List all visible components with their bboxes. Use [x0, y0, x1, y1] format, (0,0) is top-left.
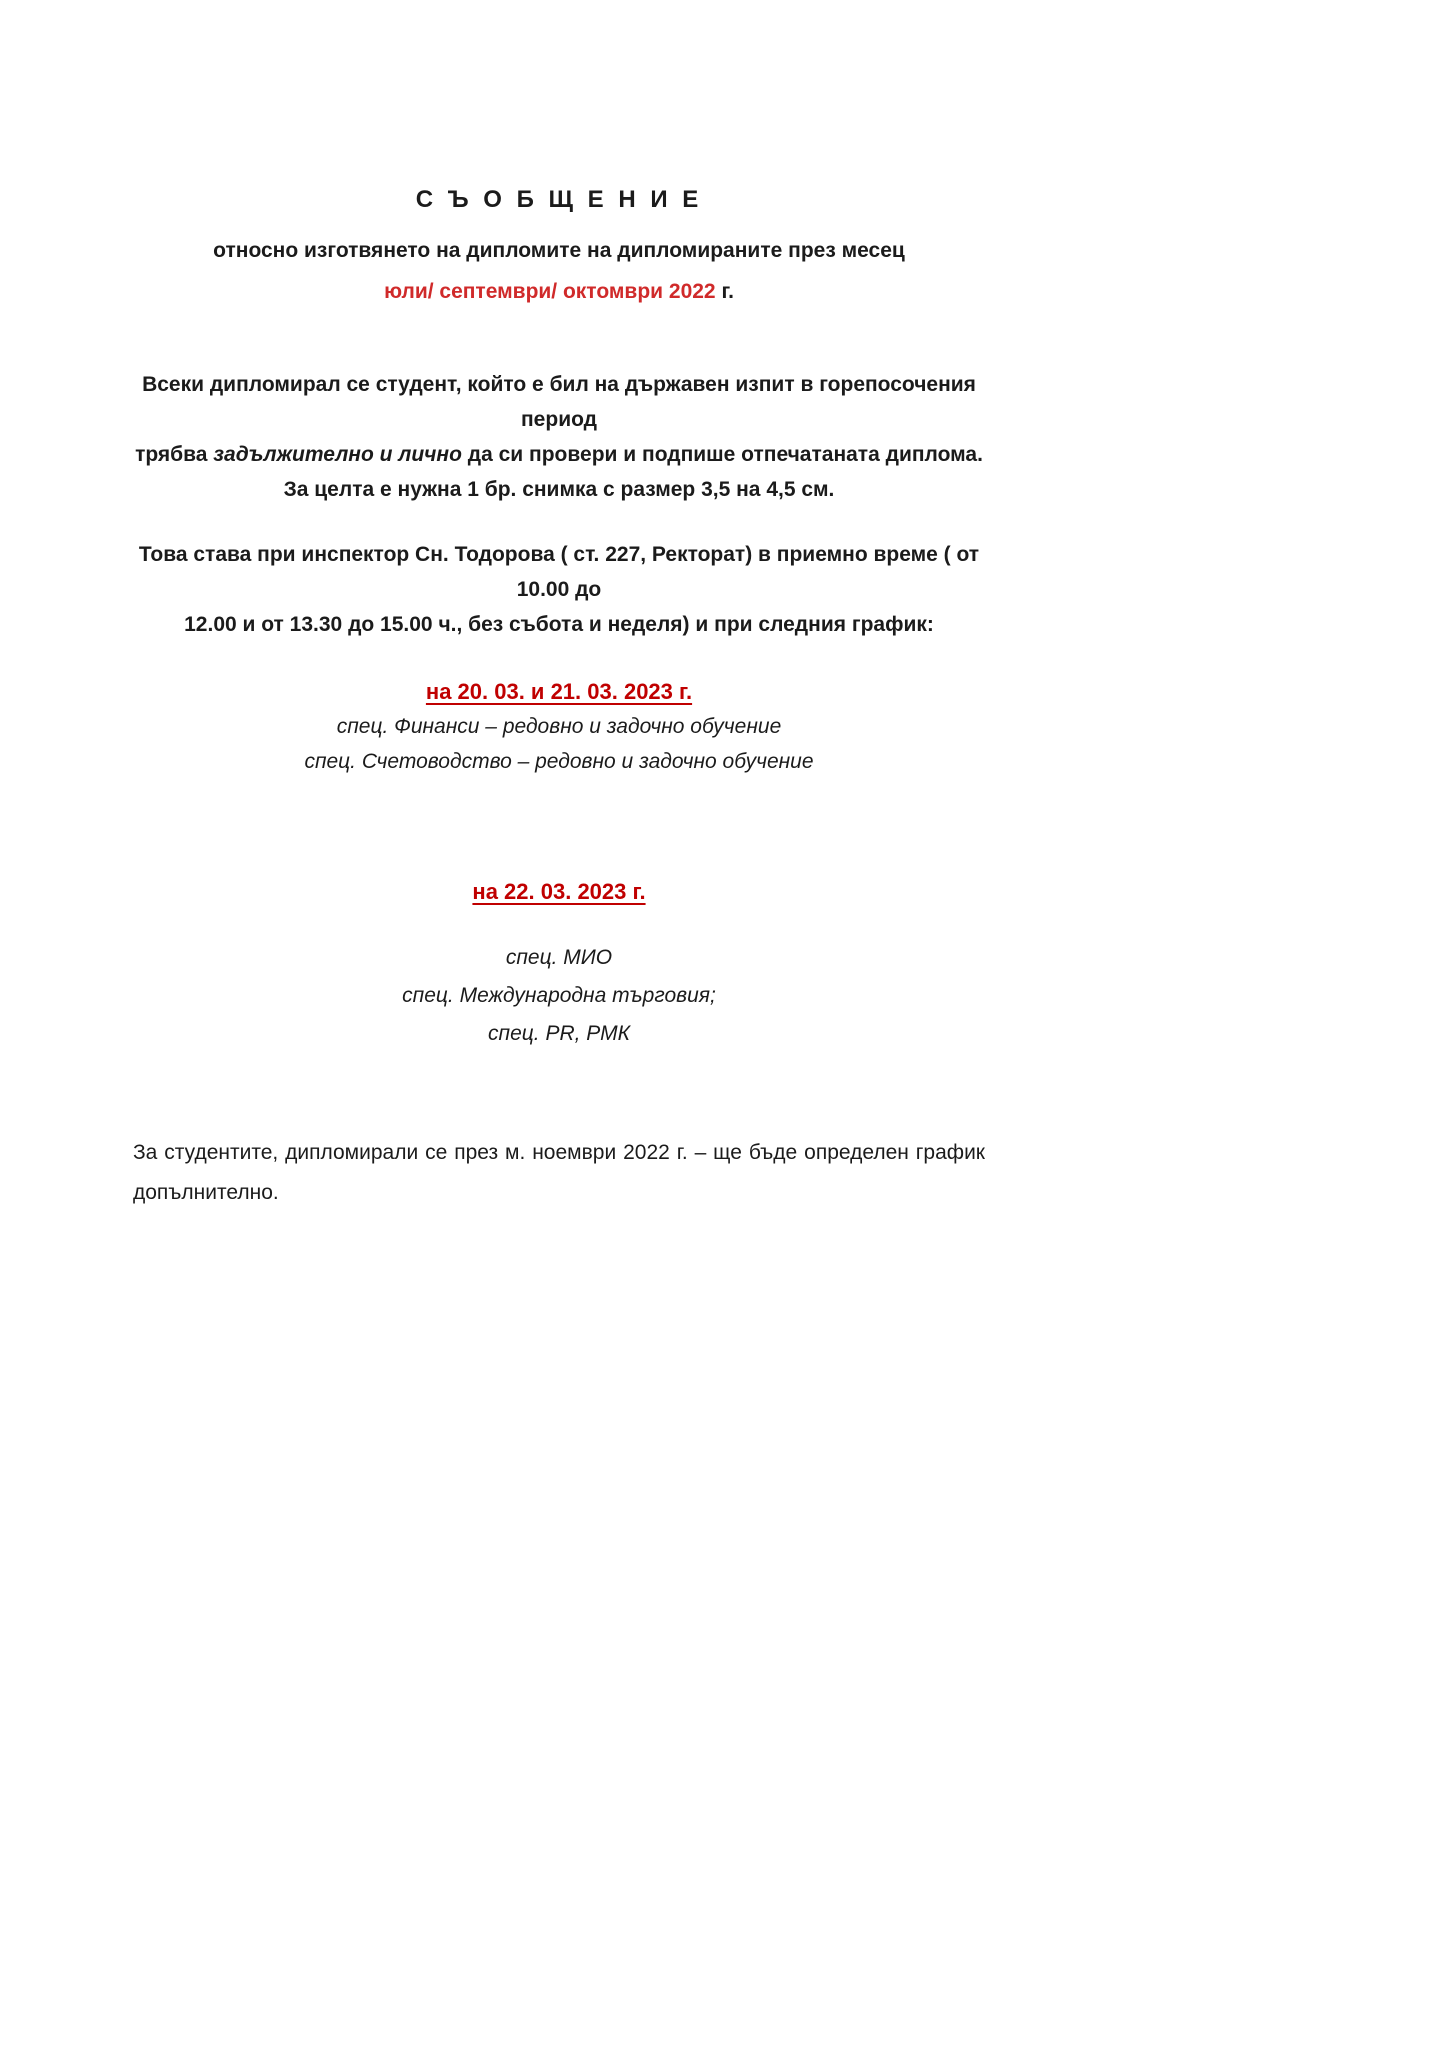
- closing-paragraph: За студентите, дипломирали се през м. ноември 2022 г. – ще бъде определен график допълнително.: [133, 1141, 985, 1204]
- document-content: [133, 185, 985, 1213]
- schedule2-date-underlined-text: на 22. 03. 2023 г.: [472, 879, 646, 904]
- paragraph-instructions-line2: [133, 437, 985, 472]
- subtitle-month-red-text: юли/ септември/ октомври 2022: [384, 280, 716, 303]
- subtitle-month-line: [133, 277, 985, 307]
- subtitle-line: относно изготвянето на дипломите на дипломираните през месец: [213, 239, 905, 262]
- document-title: С Ъ О Б Щ Е Н И Е: [415, 186, 703, 213]
- schedule1-items: [133, 709, 985, 779]
- paragraph-instructions-line3: За целта е нужна 1 бр. снимка с размер 3,5 на 4,5 см.: [283, 478, 835, 501]
- line2-prefix: трябва: [135, 443, 214, 466]
- paragraph-inspector: [133, 537, 985, 642]
- paragraph-inspector-line2: 12.00 и от 13.30 до 15.00 ч., без събота и неделя) и при следния график:: [184, 613, 934, 636]
- schedule2-items: [133, 939, 985, 1053]
- paragraph-instructions: [133, 367, 985, 507]
- schedule2-item-international-trade: спец. Международна търговия;: [402, 984, 716, 1007]
- schedule1-item-finance: спец. Финанси – редовно и задочно обучение: [336, 715, 782, 738]
- schedule2-item-pr-rmk: спец. PR, РМК: [488, 1022, 630, 1045]
- schedule1-date-underlined-text: на 20. 03. и 21. 03. 2023 г.: [425, 679, 693, 704]
- paragraph-inspector-line1: Това става при инспектор Сн. Тодорова ( ст. 227, Ректорат) в приемно време ( от 10.00 до: [138, 543, 980, 601]
- schedule2-item-mio: спец. МИО: [505, 946, 613, 969]
- schedule2-date-line: [133, 874, 985, 909]
- subtitle-year-suffix: г.: [715, 280, 734, 303]
- schedule1-date-line: [133, 674, 985, 709]
- line2-suffix: да си провери и подпише отпечатаната диплома.: [461, 443, 983, 466]
- line2-emphasis-italic: задължително и лично: [213, 443, 462, 466]
- schedule1-item-accounting: спец. Счетоводство – редовно и задочно обучение: [304, 750, 814, 773]
- paragraph-instructions-line1: Всеки дипломирал се студент, който е бил на държавен изпит в горепосочения период: [142, 373, 976, 431]
